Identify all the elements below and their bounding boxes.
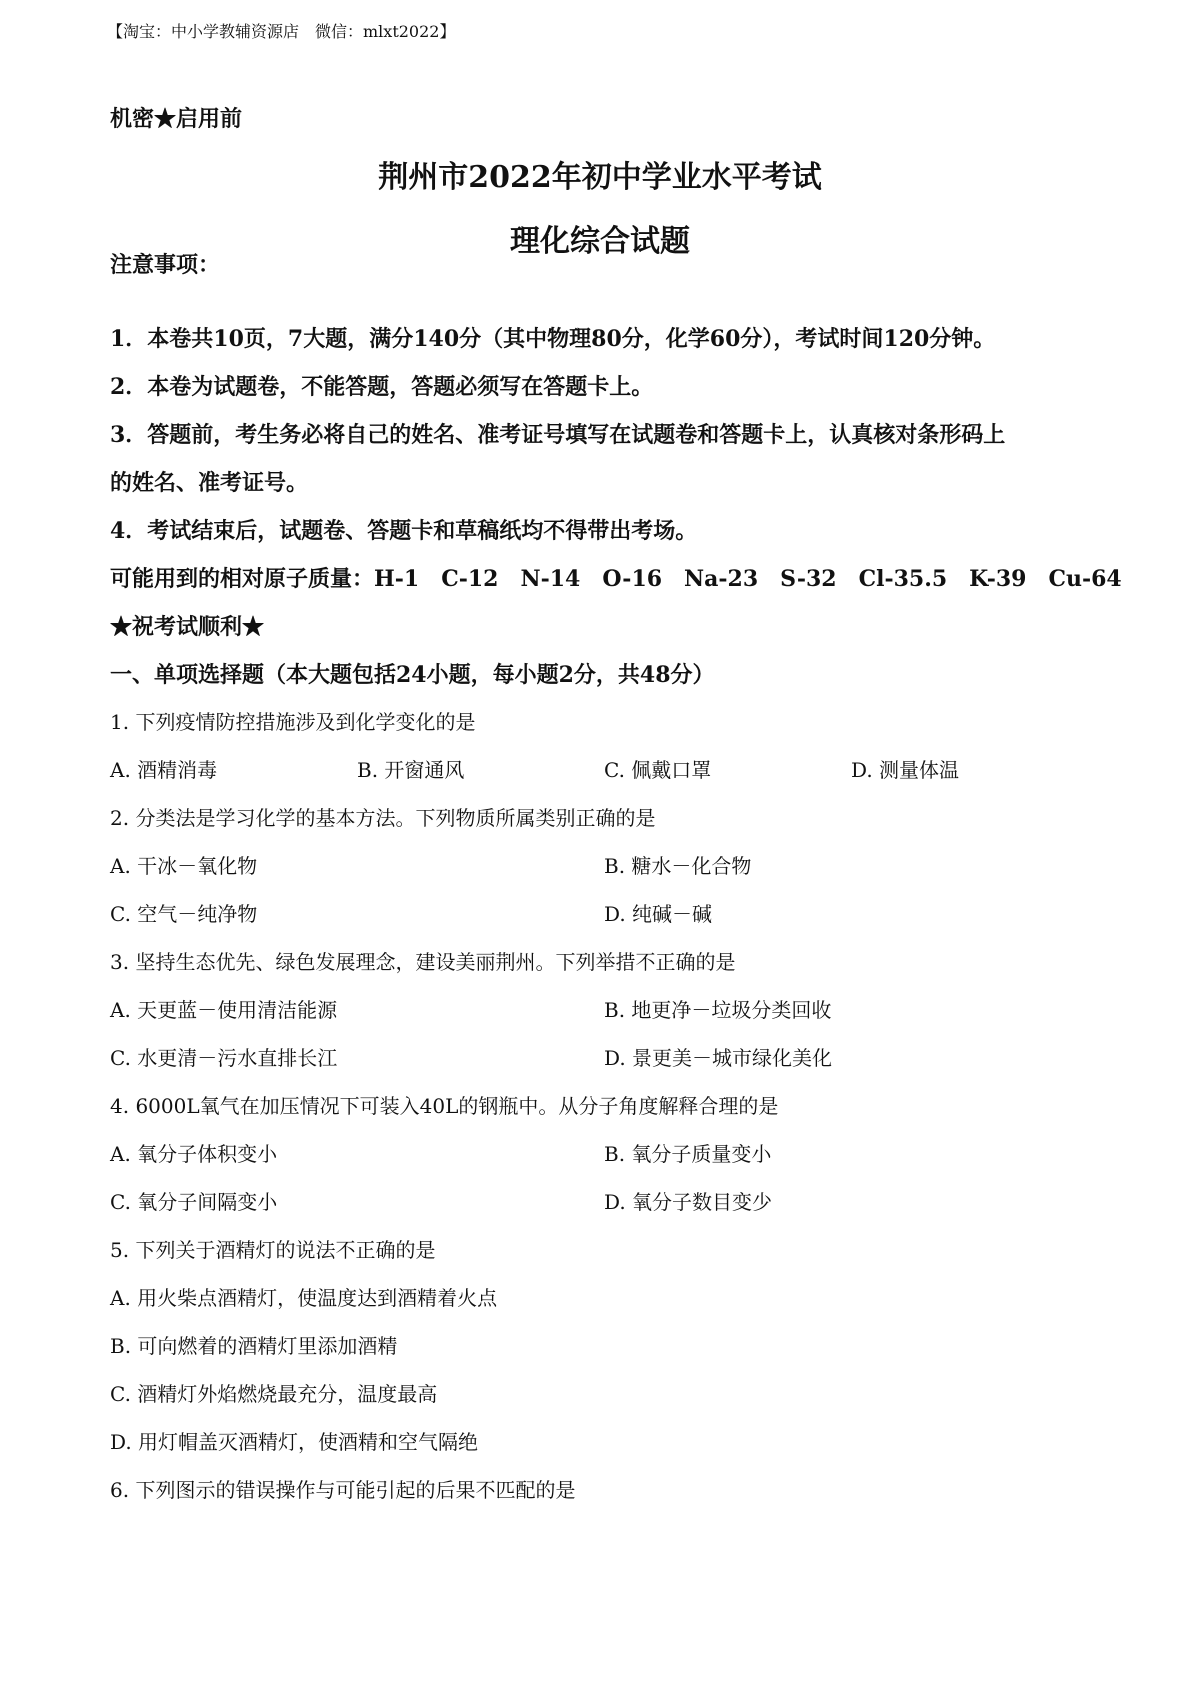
exam-title: 荆州市2022年初中学业水平考试 — [378, 160, 822, 195]
question-stem: 4. 6000L氧气在加压情况下可装入40L的钢瓶中。从分子角度解释合理的是 — [110, 1094, 779, 1118]
option: A. 天更蓝－使用清洁能源 — [110, 998, 338, 1022]
option: C. 氧分子间隔变小 — [110, 1190, 278, 1214]
option: A. 干冰－氧化物 — [110, 854, 258, 878]
option: B. 地更净－垃圾分类回收 — [604, 998, 832, 1022]
question-stem: 1. 下列疫情防控措施涉及到化学变化的是 — [110, 710, 476, 734]
secret-label: 机密★启用前 — [110, 106, 243, 132]
notes-heading: 注意事项： — [110, 252, 221, 278]
option: B. 氧分子质量变小 — [604, 1142, 772, 1166]
option: D. 测量体温 — [851, 758, 960, 782]
option: D. 氧分子数目变少 — [604, 1190, 773, 1214]
question-stem: 6. 下列图示的错误操作与可能引起的后果不匹配的是 — [110, 1478, 576, 1502]
option: D. 纯碱－碱 — [604, 902, 713, 926]
exam-subtitle: 理化综合试题 — [510, 224, 690, 259]
option: B. 开窗通风 — [357, 758, 465, 782]
question-stem: 5. 下列关于酒精灯的说法不正确的是 — [110, 1238, 436, 1262]
option: C. 水更清－污水直排长江 — [110, 1046, 338, 1070]
option: A. 氧分子体积变小 — [110, 1142, 278, 1166]
note-item: 的姓名、准考证号。 — [110, 470, 309, 496]
option: C. 佩戴口罩 — [604, 758, 712, 782]
note-item: 4．考试结束后，试题卷、答题卡和草稿纸均不得带出考场。 — [110, 518, 698, 544]
header-note: 【淘宝：中小学教辅资源店 微信：mlxt2022】 — [107, 22, 456, 41]
question-stem: 2. 分类法是学习化学的基本方法。下列物质所属类别正确的是 — [110, 806, 656, 830]
option: C. 酒精灯外焰燃烧最充分，温度最高 — [110, 1382, 438, 1406]
option: D. 景更美－城市绿化美化 — [604, 1046, 833, 1070]
option: A. 酒精消毒 — [110, 758, 218, 782]
section-heading: 一、单项选择题（本大题包括24小题，每小题2分，共48分） — [110, 662, 715, 688]
question-stem: 3. 坚持生态优先、绿色发展理念，建设美丽荆州。下列举措不正确的是 — [110, 950, 736, 974]
option: C. 空气－纯净物 — [110, 902, 258, 926]
note-item: 3．答题前，考生务必将自己的姓名、准考证号填写在试题卷和答题卡上，认真核对条形码上 — [110, 422, 1006, 448]
atomic-masses: 可能用到的相对原子质量：H-1 C-12 N-14 O-16 Na-23 S-32 Cl-35.5 K-39 Cu-64 — [110, 566, 1122, 592]
option: A. 用火柴点酒精灯，使温度达到酒精着火点 — [110, 1286, 498, 1310]
option: B. 糖水－化合物 — [604, 854, 752, 878]
option: B. 可向燃着的酒精灯里添加酒精 — [110, 1334, 398, 1358]
wish-text: ★祝考试顺利★ — [110, 614, 265, 640]
note-item: 2．本卷为试题卷，不能答题，答题必须写在答题卡上。 — [110, 374, 654, 400]
option: D. 用灯帽盖灭酒精灯，使酒精和空气隔绝 — [110, 1430, 479, 1454]
note-item: 1．本卷共10页，7大题，满分140分（其中物理80分，化学60分），考试时间120分钟。 — [110, 326, 996, 352]
